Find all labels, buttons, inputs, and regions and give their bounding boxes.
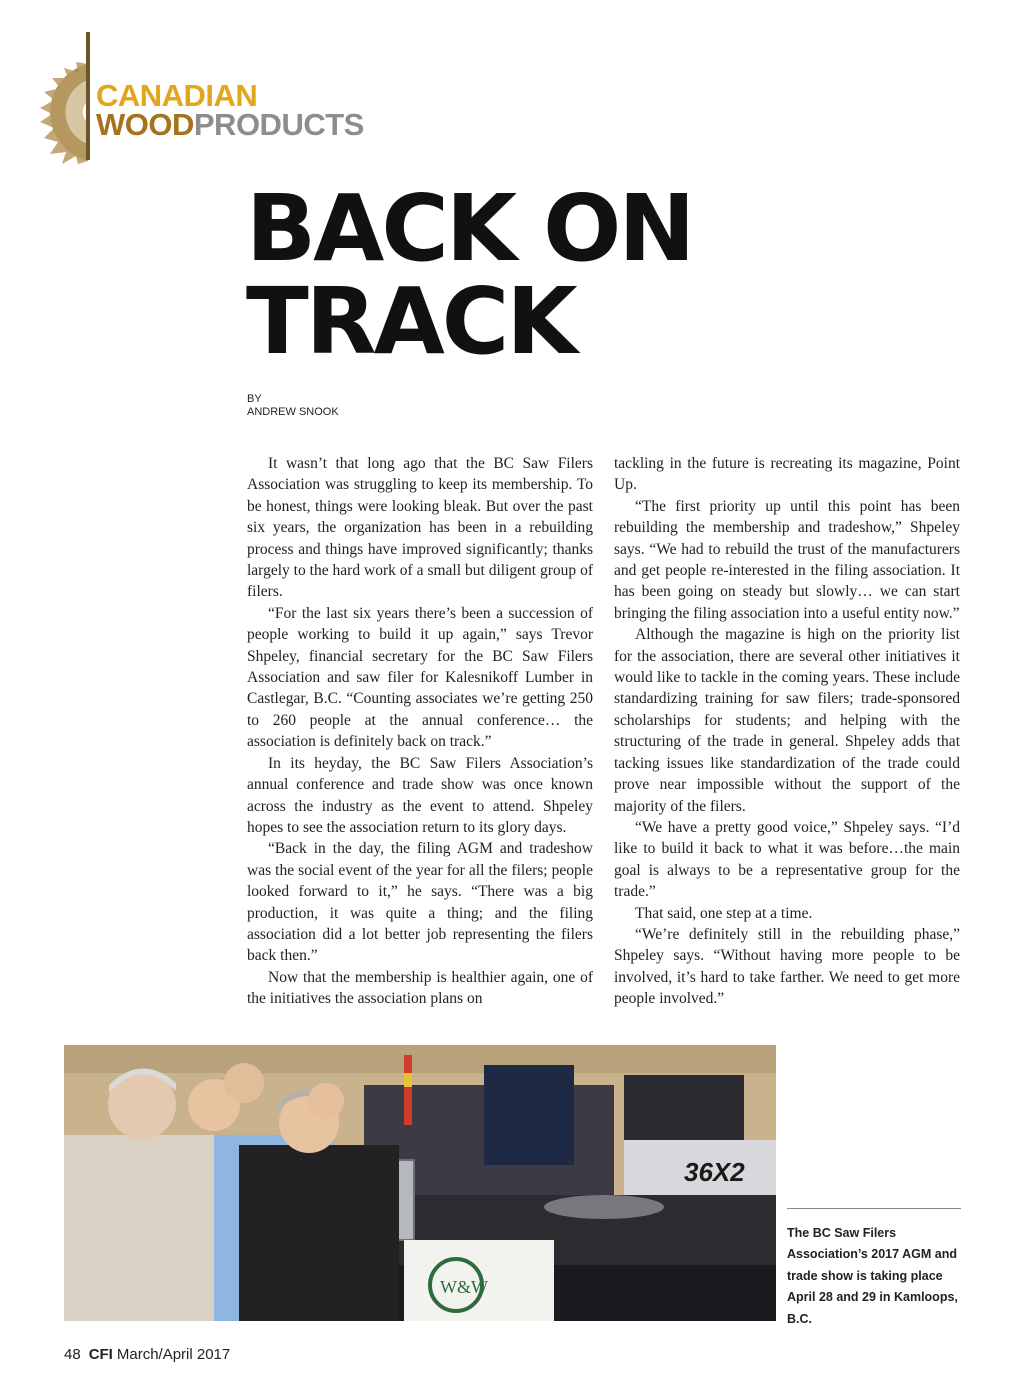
page-footer	[64, 1346, 230, 1363]
paragraph: Although the magazine is high on the priority list for the association, there are several other initiatives it would like to tackle in the coming years. These include standardizing training for saw filers; trade-sponsored scholarships for students; and helping with the structuring of the trade in general. Shpeley adds that tacking issues like standardization of the trade could prove near impossible without the support of the majority of the filers.	[614, 626, 960, 815]
page-number: 48	[64, 1346, 81, 1363]
paragraph: That said, one step at a time.	[635, 904, 813, 922]
publication-name: CFI	[88, 1346, 113, 1363]
paragraph: “For the last six years there’s been a succession of people working to build it up again,” says Trevor Shpeley, financial secretary for the BC Saw Filers Association and saw filer for Kalesnikoff Lumber in Castlegar, B.C. “Counting associates we’re getting 250 to 260 people at the annual conference… the association is definitely back on track.”	[247, 604, 593, 751]
article-column-2	[614, 453, 960, 1010]
author-name: ANDREW SNOOK	[247, 406, 339, 418]
photo-caption: The BC Saw Filers Association’s 2017 AGM and trade show is taking place April 28 and 29 in Kamloops, B.C.	[787, 1226, 958, 1326]
machine-label: 36X2	[684, 1157, 745, 1187]
magazine-logo	[36, 30, 364, 165]
paragraph: In its heyday, the BC Saw Filers Association’s annual conference and trade show was once known across the industry as the event to attend. Shpeley hopes to see the association return to its glory days.	[247, 754, 593, 836]
headline-line-1: BACK ON	[246, 175, 693, 282]
byline	[247, 393, 339, 419]
byline-label: BY	[247, 393, 262, 405]
trade-show-photo	[64, 1045, 776, 1321]
article-headline	[246, 175, 693, 375]
headline-line-2: TRACK	[246, 268, 575, 375]
logo-word-woodproducts	[96, 109, 364, 140]
paragraph-continued: tackling in the future is recreating its magazine, Point Up.	[614, 455, 960, 494]
caption-divider	[787, 1208, 961, 1209]
issue-date: March/April 2017	[116, 1346, 231, 1363]
paragraph: “Back in the day, the filing AGM and tradeshow was the social event of the year for all the filers; people looked forward to it,” he says. “There was a big production, it was quite a thing; and the filing association did a lot better job representing the filers back then.”	[247, 840, 593, 965]
logo-word-products: PRODUCTS	[193, 107, 364, 142]
paragraph: “We’re definitely still in the rebuilding phase,” Shpeley says. “Without having more people to be involved, it’s hard to take farther. We need to get more people involved.”	[614, 925, 960, 1008]
paragraph: Now that the membership is healthier again, one of the initiatives the association plans on	[247, 968, 593, 1008]
logo-word-wood: WOOD	[96, 107, 194, 142]
paragraph: “The first priority up until this point has been rebuilding the membership and tradeshow,” Shpeley says. “We had to rebuild the trust of the manufacturers and get people re-interested in the filing association. It has been going on steady but slowly… we can start bringing the filing association into a useful entity now.”	[614, 497, 960, 622]
article-column-1	[247, 453, 593, 1010]
logo-word-canadian: CANADIAN	[96, 78, 258, 113]
paragraph: “We have a pretty good voice,” Shpeley says. “I’d like to build it back to what it was before…the main goal is always to be a representative group for the trade.”	[614, 818, 960, 901]
logo-divider	[86, 32, 90, 160]
paragraph: It wasn’t that long ago that the BC Saw Filers Association was struggling to keep its membership. To be honest, things were looking bleak. But over the past six years, the organization has been in a rebuilding process and things have improved significantly; thanks largely to the hard work of a small but diligent group of filers.	[247, 455, 593, 601]
photo-logo-label: W&W	[440, 1277, 488, 1297]
